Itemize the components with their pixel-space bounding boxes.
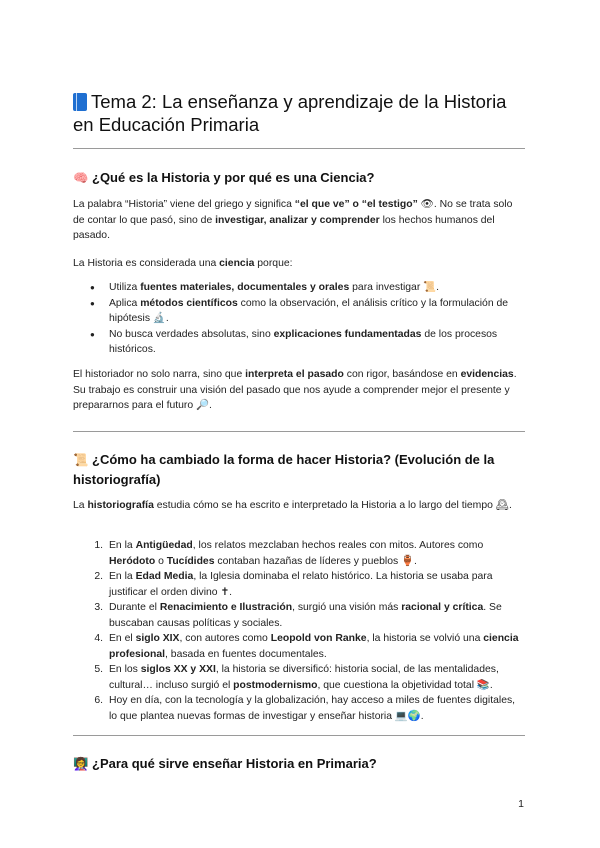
paragraph-etymology: La palabra “Historia” viene del griego y significa “el que ve” o “el testigo” 👁. No se trata solo de contar lo que pasó, sino de investigar, analizar y comprender los hechos humanos del pasado.	[73, 199, 513, 241]
section-heading-historiography: 📜 ¿Cómo ha cambiado la forma de hacer Historia? (Evolución de la historiografía)	[73, 452, 495, 487]
divider	[73, 431, 525, 432]
list-item: ● Utiliza fuentes materiales, documentales y orales para investigar 📜.	[109, 280, 525, 296]
teacher-icon: 👩‍🏫	[73, 757, 89, 771]
paragraph-historian: El historiador no solo narra, sino que interpreta el pasado con rigor, basándose en evidencias. Su trabajo es construir una visión del pasado que nos ayude a comprender mejor el presente y prepararnos para el futuro 🔎.	[73, 369, 517, 411]
list-number: 6.	[94, 695, 103, 706]
historiography-evolution-list	[73, 538, 525, 724]
document-title: Tema 2: La enseñanza y aprendizaje de la Historia en Educación Primaria	[73, 91, 507, 135]
scroll-icon: 📜	[73, 453, 89, 467]
list-item: 6. Hoy en día, con la tecnología y la globalización, hay acceso a miles de fuentes digitales, lo que plantea nuevas formas de investigar y enseñar historia 💻🌍.	[109, 693, 525, 724]
list-number: 1.	[94, 540, 103, 551]
divider	[73, 148, 525, 149]
divider	[73, 735, 525, 736]
list-item: 5. En los siglos XX y XXI, la historia se diversificó: historia social, de las mentalidades, cultural… incluso surgió el postmodernismo, que cuestiona la objetividad total 📚.	[109, 662, 525, 693]
list-item: ● No busca verdades absolutas, sino explicaciones fundamentadas de los procesos históricos.	[109, 327, 525, 358]
blue-book-icon	[73, 93, 87, 111]
page-number: 1	[518, 798, 524, 810]
section-heading-what-is-history: 🧠 ¿Qué es la Historia y por qué es una Ciencia?	[73, 170, 375, 185]
list-number: 4.	[94, 633, 103, 644]
paragraph-science-intro: La Historia es considerada una ciencia porque:	[73, 258, 293, 269]
paragraph-historiography-intro: La historiografía estudia cómo se ha escrito e interpretado la Historia a lo largo del tiempo 🕰.	[73, 500, 512, 511]
list-item: ● Aplica métodos científicos como la observación, el análisis crítico y la formulación de hipótesis 🔬.	[109, 296, 525, 327]
list-number: 2.	[94, 571, 103, 582]
section-heading-why-teach-history: 👩‍🏫 ¿Para qué sirve enseñar Historia en Primaria?	[73, 756, 377, 771]
list-item: 1. En la Antigüedad, los relatos mezclaban hechos reales con mitos. Autores como Heródoto o Tucídides contaban hazañas de líderes y pueblos 🏺.	[109, 538, 525, 569]
list-item: 4. En el siglo XIX, con autores como Leopold von Ranke, la historia se volvió una ciencia profesional, basada en fuentes documentales.	[109, 631, 525, 662]
list-number: 5.	[94, 664, 103, 675]
list-number: 3.	[94, 602, 103, 613]
list-item: 3. Durante el Renacimiento e Ilustración, surgió una visión más racional y crítica. Se buscaban causas políticas y sociales.	[109, 600, 525, 631]
brain-icon: 🧠	[73, 171, 89, 185]
science-reasons-list	[73, 280, 525, 358]
list-item: 2. En la Edad Media, la Iglesia dominaba el relato histórico. La historia se usaba para justificar el orden divino ✝.	[109, 569, 525, 600]
